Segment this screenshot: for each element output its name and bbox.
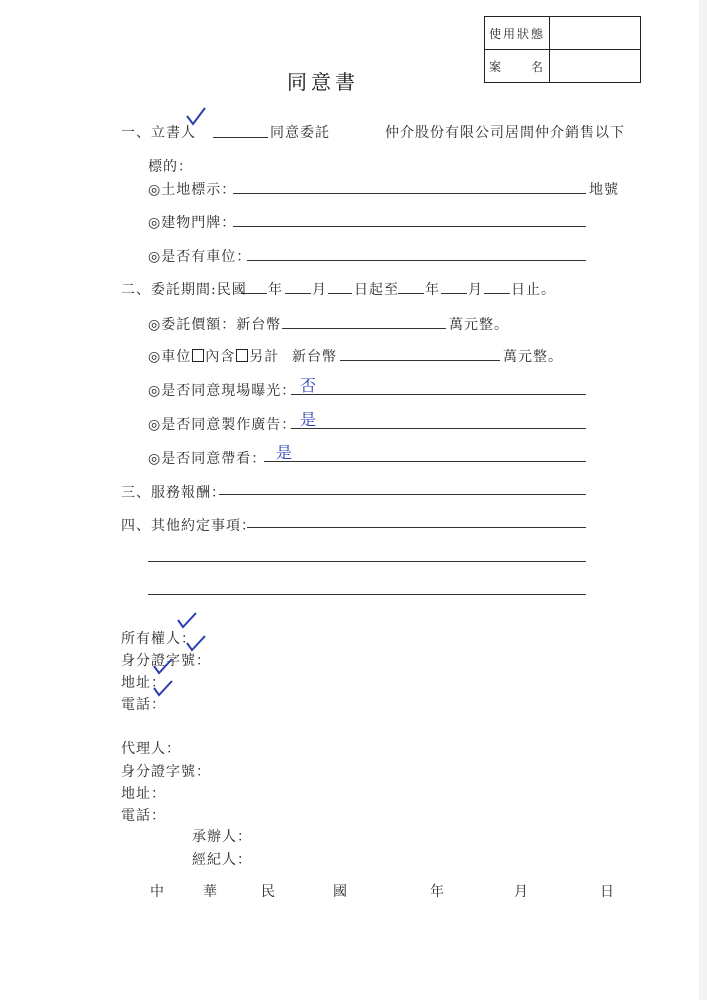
parking-field[interactable] bbox=[247, 260, 586, 261]
parking-label: ◎是否有車位： bbox=[148, 249, 252, 265]
section2-label: 二、委託期間:民國 bbox=[121, 282, 247, 298]
agent-id-label: 身分證字號： bbox=[121, 764, 211, 780]
exposure-field[interactable] bbox=[291, 394, 586, 395]
price-label: ◎委託價額：新台幣 bbox=[148, 317, 282, 333]
showing-label: ◎是否同意帶看： bbox=[148, 451, 267, 467]
land-label: ◎土地標示： bbox=[148, 182, 237, 198]
footer-char: 華 bbox=[203, 884, 217, 900]
broker-label: 經紀人： bbox=[192, 852, 252, 868]
status-table bbox=[484, 16, 641, 83]
owner-address-label: 地址： bbox=[121, 675, 166, 691]
other-terms-field-2[interactable] bbox=[148, 561, 586, 562]
year2-label: 年 bbox=[425, 282, 440, 298]
end-month-field[interactable] bbox=[441, 293, 467, 294]
other-terms-field-1[interactable] bbox=[247, 527, 586, 528]
section3-label: 三、服務報酬： bbox=[121, 485, 226, 501]
advert-field[interactable] bbox=[291, 428, 586, 429]
section4-label: 四、其他約定事項： bbox=[121, 518, 256, 534]
exposure-answer: 否 bbox=[300, 376, 317, 395]
included-label: 內含 bbox=[205, 349, 236, 365]
price-field[interactable] bbox=[282, 328, 446, 329]
case-name-label: 案 名 bbox=[485, 50, 550, 83]
advert-answer: 是 bbox=[300, 410, 317, 429]
owner-id-label: 身分證字號： bbox=[121, 653, 211, 669]
fee-field[interactable] bbox=[219, 494, 586, 495]
separate-label: 另計 bbox=[249, 349, 280, 365]
target-label: 標的： bbox=[148, 159, 193, 175]
section1-label: 一、立書人 bbox=[121, 125, 196, 141]
parking-price-row bbox=[148, 346, 279, 366]
page-title: 同意書 bbox=[287, 70, 359, 94]
signer-name-field[interactable] bbox=[213, 137, 268, 138]
parking-price-field[interactable] bbox=[340, 360, 500, 361]
parking-currency: 新台幣 bbox=[292, 349, 337, 365]
footer-char: 國 bbox=[333, 884, 347, 900]
day-to-label: 日起至 bbox=[354, 282, 399, 298]
footer-month: 月 bbox=[514, 884, 528, 900]
footer-char: 中 bbox=[150, 884, 164, 900]
included-checkbox[interactable] bbox=[192, 349, 204, 362]
handler-label: 承辦人： bbox=[192, 829, 252, 845]
end-label: 日止。 bbox=[511, 282, 556, 298]
separate-checkbox[interactable] bbox=[236, 349, 248, 362]
land-field[interactable] bbox=[233, 193, 586, 194]
company-text: 仲介股份有限公司居間仲介銷售以下 bbox=[385, 125, 625, 141]
start-year-field[interactable] bbox=[241, 293, 267, 294]
consent-text: 同意委託 bbox=[270, 125, 330, 141]
footer-year: 年 bbox=[430, 884, 444, 900]
end-day-field[interactable] bbox=[484, 293, 510, 294]
start-month-field[interactable] bbox=[285, 293, 311, 294]
month2-label: 月 bbox=[468, 282, 483, 298]
agent-name-label: 代理人： bbox=[121, 741, 181, 757]
showing-answer: 是 bbox=[276, 443, 293, 462]
footer-day: 日 bbox=[600, 884, 614, 900]
showing-field[interactable] bbox=[264, 461, 586, 462]
owner-phone-label: 電話： bbox=[121, 697, 166, 713]
start-day-field[interactable] bbox=[328, 293, 352, 294]
end-year-field[interactable] bbox=[398, 293, 424, 294]
case-name-value[interactable] bbox=[550, 50, 641, 83]
parking-price-unit: 萬元整。 bbox=[503, 349, 563, 365]
price-unit: 萬元整。 bbox=[449, 317, 509, 333]
month-label: 月 bbox=[312, 282, 327, 298]
owner-name-label: 所有權人： bbox=[121, 631, 196, 647]
agent-address-label: 地址： bbox=[121, 786, 166, 802]
usage-status-value[interactable] bbox=[550, 17, 641, 50]
scan-edge bbox=[699, 0, 707, 1000]
exposure-label: ◎是否同意現場曝光： bbox=[148, 383, 297, 399]
footer-char: 民 bbox=[261, 884, 275, 900]
parking-price-label: ◎車位 bbox=[148, 349, 192, 365]
land-suffix: 地號 bbox=[589, 182, 619, 198]
other-terms-field-3[interactable] bbox=[148, 594, 586, 595]
year-label: 年 bbox=[268, 282, 283, 298]
building-label: ◎建物門牌： bbox=[148, 215, 237, 231]
advert-label: ◎是否同意製作廣告： bbox=[148, 417, 297, 433]
agent-phone-label: 電話： bbox=[121, 808, 166, 824]
building-field[interactable] bbox=[233, 226, 586, 227]
usage-status-label: 使用狀態 bbox=[485, 17, 550, 50]
